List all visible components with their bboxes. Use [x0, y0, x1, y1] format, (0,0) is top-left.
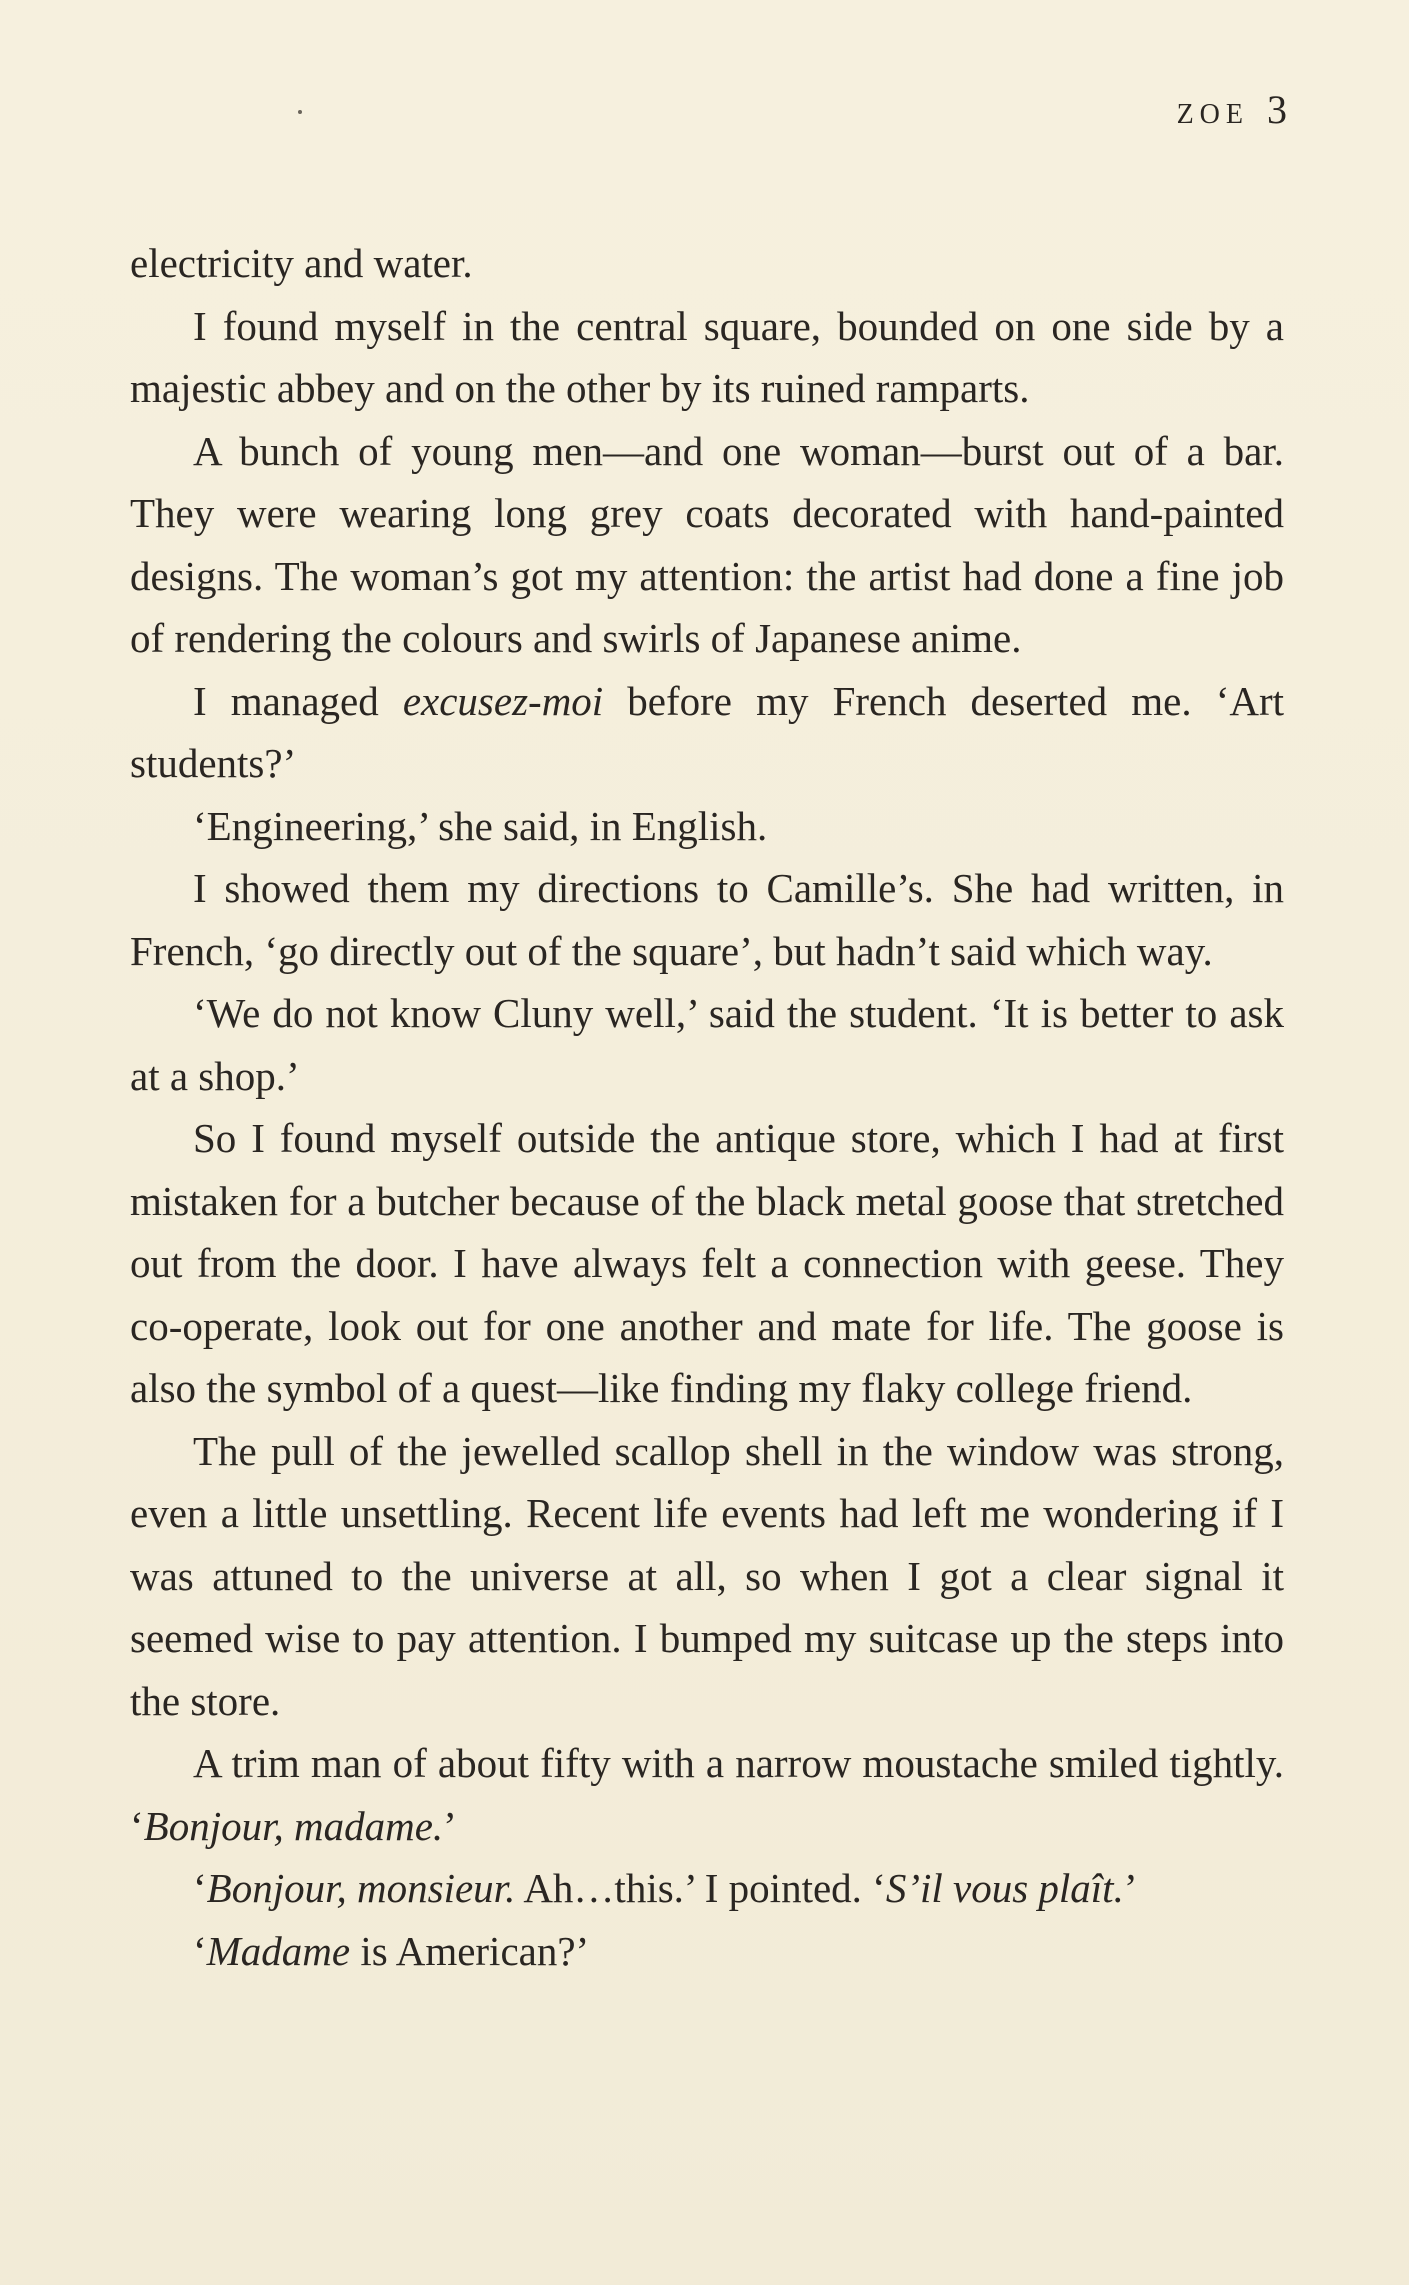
page-number: 3 [1267, 87, 1287, 132]
paragraph [130, 1920, 1284, 1983]
text-run: A bunch of young men—and one woman—burst out of a bar. They were wearing long grey coats decorated with hand-painted designs. The woman’s got my attention: the artist had done a fine job of rendering the colours and swirls of Japanese anime. [130, 427, 1284, 661]
running-head-title: ZOE [1176, 99, 1249, 130]
paragraph [130, 1732, 1284, 1857]
paragraph [130, 420, 1284, 670]
italic-text: S’il vous plaît. [885, 1865, 1124, 1911]
text-run: ’ [1123, 1865, 1138, 1911]
paragraph [130, 232, 1284, 295]
text-run: The pull of the jewelled scallop shell in the window was strong, even a little unsettling. Recent life events had left me wondering if I was attuned to the universe at all, so when I got a clear signal it seemed wise to pay attention. I bumped my suitcase up the steps into the store. [130, 1427, 1284, 1724]
paragraph [130, 1420, 1284, 1733]
paragraph [130, 857, 1284, 982]
paragraph [130, 1107, 1284, 1420]
paragraph [130, 1857, 1284, 1920]
paragraph [130, 795, 1284, 858]
italic-text: Bonjour, madame. [143, 1802, 444, 1849]
italic-text: Madame [206, 1927, 351, 1974]
body-text [130, 232, 1284, 1982]
text-run: A trim man of about fifty with a narrow moustache smiled tightly. ‘ [130, 1740, 1284, 1849]
paragraph [130, 982, 1284, 1107]
italic-text: excusez-moi [402, 677, 604, 724]
running-head [1177, 86, 1287, 133]
paragraph [130, 670, 1284, 795]
text-run: ’ [443, 1802, 457, 1849]
printer-speck [298, 110, 302, 114]
text-run: electricity and water. [130, 240, 473, 286]
text-run: I showed them my directions to Camille’s. She had written, in French, ‘go directly out of the square’, but hadn’t said which way. [130, 865, 1284, 974]
text-run: I found myself in the central square, bounded on one side by a majestic abbey and on the other by its ruined ramparts. [130, 302, 1284, 411]
text-run: ‘ [193, 1865, 207, 1911]
paragraph [130, 295, 1284, 420]
text-run: So I found myself outside the antique store, which I had at first mistaken for a butcher because of the black metal goose that stretched out from the door. I have always felt a connection with geese. They co-operate, look out for one another and mate for life. The goose is also the symbol of a quest—like finding my flaky college friend. [130, 1115, 1284, 1411]
text-run: Ah…this.’ I pointed. ‘ [515, 1865, 886, 1911]
text-run: before my French deserted me. ‘Art students?’ [130, 677, 1284, 786]
text-run: ‘Engineering,’ she said, in English. [193, 802, 768, 849]
italic-text: Bonjour, monsieur. [206, 1865, 516, 1911]
text-run: is American?’ [350, 1927, 590, 1974]
text-run: I managed [193, 677, 403, 724]
text-run: ‘We do not know Cluny well,’ said the student. ‘It is better to ask at a shop.’ [130, 990, 1284, 1099]
text-run: ‘ [193, 1927, 207, 1974]
